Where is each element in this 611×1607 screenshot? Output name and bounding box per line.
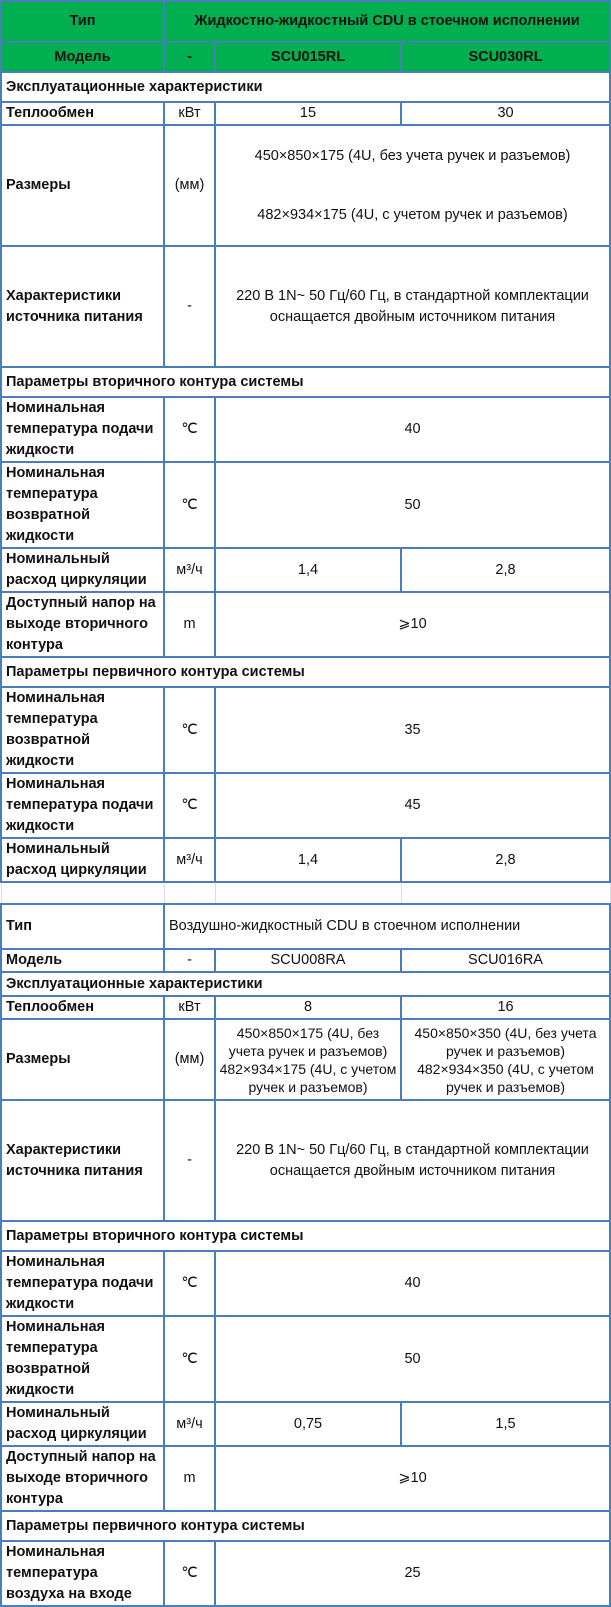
param-value-2: 1,5	[401, 1402, 610, 1446]
param-value: 35	[215, 687, 610, 773]
model-label: Модель	[1, 949, 164, 972]
param-value: 25	[215, 1541, 610, 1606]
dimensions-line-2: 482×934×175 (4U, с учетом ручек и разъемов)	[257, 206, 568, 223]
section-row	[1, 1221, 610, 1251]
table-row	[1, 397, 610, 462]
power-unit: -	[164, 1100, 215, 1221]
param-unit: ℃	[164, 397, 215, 462]
table-row	[1, 125, 610, 246]
param-value: ⩾10	[215, 592, 610, 657]
param-value-2: 2,8	[401, 838, 610, 882]
section-row	[1, 367, 610, 397]
heat-exchange-value-2: 30	[401, 102, 610, 125]
param-value: 50	[215, 1316, 610, 1402]
table-row	[1, 1402, 610, 1446]
param-unit: ℃	[164, 462, 215, 548]
section-operational: Эксплуатационные характеристики	[1, 972, 610, 996]
heat-exchange-label: Теплообмен	[1, 996, 164, 1019]
param-label: Доступный напор на выходе вторичного контура	[1, 1446, 164, 1511]
table-row	[1, 773, 610, 838]
section-secondary: Параметры вторичного контура системы	[1, 367, 610, 397]
type-value: Жидкостно-жидкостный CDU в стоечном исполнении	[164, 1, 610, 42]
dimensions-unit: (мм)	[164, 125, 215, 246]
type-value: Воздушно-жидкостный CDU в стоечном исполнении	[164, 904, 610, 949]
section-primary: Параметры первичного контура системы	[1, 1511, 610, 1541]
power-unit: -	[164, 246, 215, 367]
table-row	[1, 1251, 610, 1316]
param-unit: ℃	[164, 773, 215, 838]
type-row	[1, 1, 610, 42]
heat-exchange-value-2: 16	[401, 996, 610, 1019]
power-label: Характеристики источника питания	[1, 1100, 164, 1221]
spacer-cell	[401, 882, 610, 904]
param-unit: m	[164, 592, 215, 657]
model-unit: -	[164, 42, 215, 72]
dimensions-value	[215, 125, 610, 246]
type-row	[1, 904, 610, 949]
param-value: 45	[215, 773, 610, 838]
table-row	[1, 1541, 610, 1606]
param-unit: м³/ч	[164, 548, 215, 592]
type-label: Тип	[1, 1, 164, 42]
param-label: Номинальная температура возвратной жидкости	[1, 687, 164, 773]
table-row	[1, 548, 610, 592]
section-row	[1, 72, 610, 102]
table-row	[1, 1446, 610, 1511]
table-row	[1, 838, 610, 882]
dimensions-label: Размеры	[1, 125, 164, 246]
param-value: 50	[215, 462, 610, 548]
spacer-row	[1, 882, 610, 904]
param-label: Номинальная температура возвратной жидкости	[1, 462, 164, 548]
table-row	[1, 687, 610, 773]
power-line-1: 220 В 1N~ 50 Гц/60 Гц, в стандартной комплектации	[236, 287, 589, 304]
table-row	[1, 996, 610, 1019]
section-primary: Параметры первичного контура системы	[1, 657, 610, 687]
model-row	[1, 42, 610, 72]
power-label: Характеристики источника питания	[1, 246, 164, 367]
spacer-cell	[1, 882, 164, 904]
power-line-2: оснащается двойным источником питания	[269, 308, 556, 325]
param-label: Доступный напор на выходе вторичного контура	[1, 592, 164, 657]
table-row	[1, 246, 610, 367]
param-value-1: 0,75	[215, 1402, 401, 1446]
param-label: Номинальный расход циркуляции	[1, 1402, 164, 1446]
param-label: Номинальная температура возвратной жидкости	[1, 1316, 164, 1402]
param-unit: ℃	[164, 1316, 215, 1402]
param-value: 40	[215, 397, 610, 462]
table-row	[1, 592, 610, 657]
heat-exchange-value-1: 15	[215, 102, 401, 125]
table-row	[1, 102, 610, 125]
heat-exchange-value-1: 8	[215, 996, 401, 1019]
spacer-cell	[164, 882, 215, 904]
table-row	[1, 1019, 610, 1100]
table-row	[1, 462, 610, 548]
section-secondary: Параметры вторичного контура системы	[1, 1221, 610, 1251]
model-2: SCU016RA	[401, 949, 610, 972]
dimensions-unit: (мм)	[164, 1019, 215, 1100]
param-value-2: 2,8	[401, 548, 610, 592]
param-value: 40	[215, 1251, 610, 1316]
power-value	[215, 246, 610, 367]
param-label: Номинальная температура подачи жидкости	[1, 397, 164, 462]
dimensions-value-2: 450×850×350 (4U, без учета ручек и разъемов) 482×934×350 (4U, с учетом ручек и разъемов)	[401, 1019, 610, 1100]
param-value-1: 1,4	[215, 548, 401, 592]
section-operational: Эксплуатационные характеристики	[1, 72, 610, 102]
model-unit: -	[164, 949, 215, 972]
param-unit: m	[164, 1446, 215, 1511]
param-value-1: 1,4	[215, 838, 401, 882]
param-value: ⩾10	[215, 1446, 610, 1511]
dimensions-label: Размеры	[1, 1019, 164, 1100]
heat-exchange-label: Теплообмен	[1, 102, 164, 125]
dimensions-line-1: 450×850×175 (4U, без учета ручек и разъемов)	[254, 147, 571, 164]
section-row	[1, 972, 610, 996]
dimensions-value-1: 450×850×175 (4U, без учета ручек и разъемов) 482×934×175 (4U, с учетом ручек и разъемов)	[215, 1019, 401, 1100]
param-label: Номинальный расход циркуляции	[1, 838, 164, 882]
param-unit: м³/ч	[164, 838, 215, 882]
param-unit: ℃	[164, 687, 215, 773]
section-row	[1, 657, 610, 687]
param-unit: м³/ч	[164, 1402, 215, 1446]
param-unit: ℃	[164, 1541, 215, 1606]
table-row	[1, 1316, 610, 1402]
param-label: Номинальная температура подачи жидкости	[1, 1251, 164, 1316]
table-row	[1, 1100, 610, 1221]
model-row	[1, 949, 610, 972]
type-label: Тип	[1, 904, 164, 949]
heat-exchange-unit: кВт	[164, 996, 215, 1019]
param-unit: ℃	[164, 1251, 215, 1316]
power-line-1: 220 В 1N~ 50 Гц/60 Гц, в стандартной комплектации	[236, 1141, 589, 1158]
param-label: Номинальный расход циркуляции	[1, 548, 164, 592]
param-label: Номинальная температура воздуха на входе	[1, 1541, 164, 1606]
model-2: SCU030RL	[401, 42, 610, 72]
section-row	[1, 1511, 610, 1541]
model-label: Модель	[1, 42, 164, 72]
power-value	[215, 1100, 610, 1221]
model-1: SCU015RL	[215, 42, 401, 72]
heat-exchange-unit: кВт	[164, 102, 215, 125]
model-1: SCU008RA	[215, 949, 401, 972]
param-label: Номинальная температура подачи жидкости	[1, 773, 164, 838]
power-line-2: оснащается двойным источником питания	[269, 1162, 556, 1179]
spacer-cell	[215, 882, 401, 904]
